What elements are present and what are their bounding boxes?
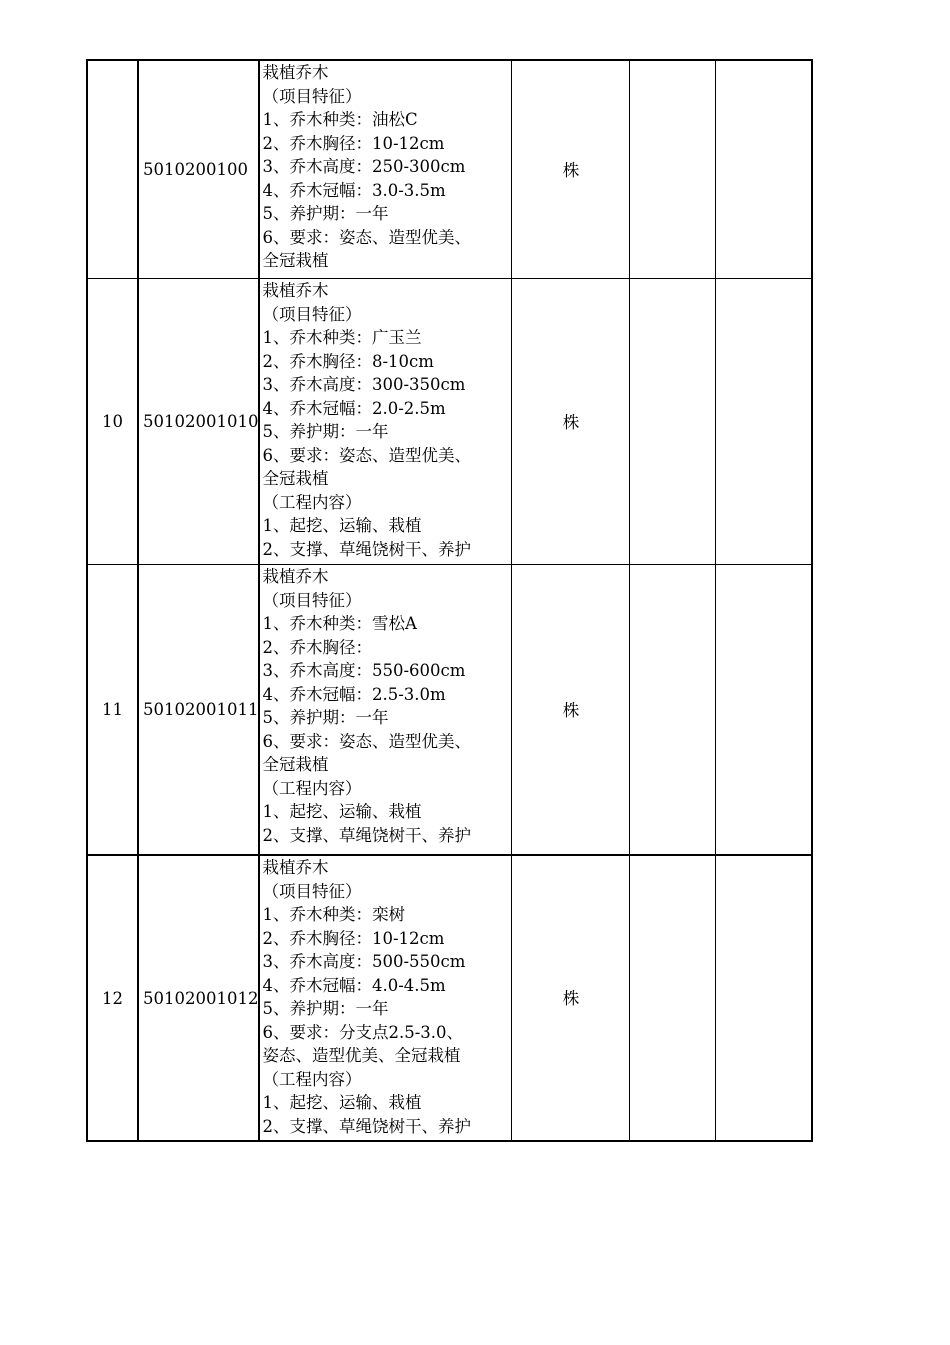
description-line: 1、乔木种类：油松C xyxy=(262,110,418,129)
unit-cell xyxy=(512,855,630,1141)
description-line: 2、支撑、草绳饶树干、养护 xyxy=(262,539,471,559)
description-line: 4、乔木冠幅：3.0-3.5m xyxy=(262,180,446,200)
code-cell: 50102001010 xyxy=(138,279,259,565)
description-line: （工程内容） xyxy=(262,778,362,798)
price-cell xyxy=(716,60,813,279)
description-line: 栽植乔木 xyxy=(262,858,329,877)
table-row xyxy=(87,565,812,856)
description-line: 5、养护期：一年 xyxy=(262,422,389,441)
description-line: 栽植乔木 xyxy=(262,567,329,586)
description-line: 全冠栽植 xyxy=(262,251,329,270)
price-cell xyxy=(716,279,813,565)
description-line: 6、要求：分支点2.5-3.0、 xyxy=(262,1022,464,1042)
description-line: （项目特征） xyxy=(262,304,362,324)
price-cell xyxy=(716,855,813,1141)
description-line: 2、乔木胸径：8-10cm xyxy=(262,351,434,371)
seq-cell: 10 xyxy=(87,279,138,565)
description-line: 5、养护期：一年 xyxy=(262,708,389,727)
quantity-cell xyxy=(630,565,716,856)
table-body xyxy=(87,60,812,1141)
description-line: 3、乔木高度：550-600cm xyxy=(262,661,466,680)
description-line: 2、支撑、草绳饶树干、养护 xyxy=(262,1116,471,1136)
description-line: 3、乔木高度：300-350cm xyxy=(262,375,466,394)
description-line: 2、乔木胸径：10-12cm xyxy=(262,928,445,948)
description-cell xyxy=(259,60,512,279)
description-line: 1、起挖、运输、栽植 xyxy=(262,516,422,535)
unit-text: 株 xyxy=(562,160,580,180)
description-line: 栽植乔木 xyxy=(262,281,329,300)
description-line: （项目特征） xyxy=(262,881,362,901)
description-line: 1、乔木种类：栾树 xyxy=(262,905,405,924)
description-line: 6、要求：姿态、造型优美、 xyxy=(262,227,471,247)
code-cell: 50102001011 xyxy=(138,565,259,856)
bill-of-quantities-table xyxy=(86,59,813,1142)
description-line: 1、乔木种类：雪松A xyxy=(262,614,417,633)
unit-cell xyxy=(512,60,630,279)
description-line: 6、要求：姿态、造型优美、 xyxy=(262,445,471,465)
description-line: 4、乔木冠幅：2.0-2.5m xyxy=(262,398,446,418)
seq-cell: 11 xyxy=(87,565,138,856)
unit-text: 株 xyxy=(562,412,580,432)
quantity-cell xyxy=(630,279,716,565)
description-line: 2、支撑、草绳饶树干、养护 xyxy=(262,825,471,845)
description-line: 栽植乔木 xyxy=(262,63,329,82)
description-line: 2、乔木胸径： xyxy=(262,637,372,657)
description-line: 5、养护期：一年 xyxy=(262,204,389,223)
description-line: （项目特征） xyxy=(262,590,362,610)
description-line: （工程内容） xyxy=(262,1069,362,1089)
description-line: 全冠栽植 xyxy=(262,469,329,488)
description-line: 2、乔木胸径：10-12cm xyxy=(262,133,445,153)
quantity-cell xyxy=(630,855,716,1141)
unit-cell xyxy=(512,279,630,565)
description-cell xyxy=(259,565,512,856)
description-line: 3、乔木高度：500-550cm xyxy=(262,952,466,971)
quantity-cell xyxy=(630,60,716,279)
description-line: 4、乔木冠幅：2.5-3.0m xyxy=(262,684,446,704)
table-row xyxy=(87,279,812,565)
table-row xyxy=(87,855,812,1141)
description-line: 1、乔木种类：广玉兰 xyxy=(262,328,422,347)
description-line: 4、乔木冠幅：4.0-4.5m xyxy=(262,975,446,995)
description-line: 3、乔木高度：250-300cm xyxy=(262,157,466,176)
description-line: 姿态、造型优美、全冠栽植 xyxy=(262,1046,461,1065)
seq-cell xyxy=(87,60,138,279)
description-line: 全冠栽植 xyxy=(262,755,329,774)
description-line: 1、起挖、运输、栽植 xyxy=(262,802,422,821)
description-cell xyxy=(259,855,512,1141)
description-line: （工程内容） xyxy=(262,492,362,512)
table-row xyxy=(87,60,812,279)
description-line: 1、起挖、运输、栽植 xyxy=(262,1093,422,1112)
code-cell: 50102001012 xyxy=(138,855,259,1141)
price-cell xyxy=(716,565,813,856)
description-cell xyxy=(259,279,512,565)
unit-text: 株 xyxy=(562,989,580,1008)
unit-cell xyxy=(512,565,630,856)
description-line: 5、养护期：一年 xyxy=(262,999,389,1018)
unit-text: 株 xyxy=(562,700,580,720)
code-cell: 5010200100 xyxy=(138,60,259,279)
description-line: （项目特征） xyxy=(262,86,362,106)
seq-cell: 12 xyxy=(87,855,138,1141)
description-line: 6、要求：姿态、造型优美、 xyxy=(262,731,471,751)
